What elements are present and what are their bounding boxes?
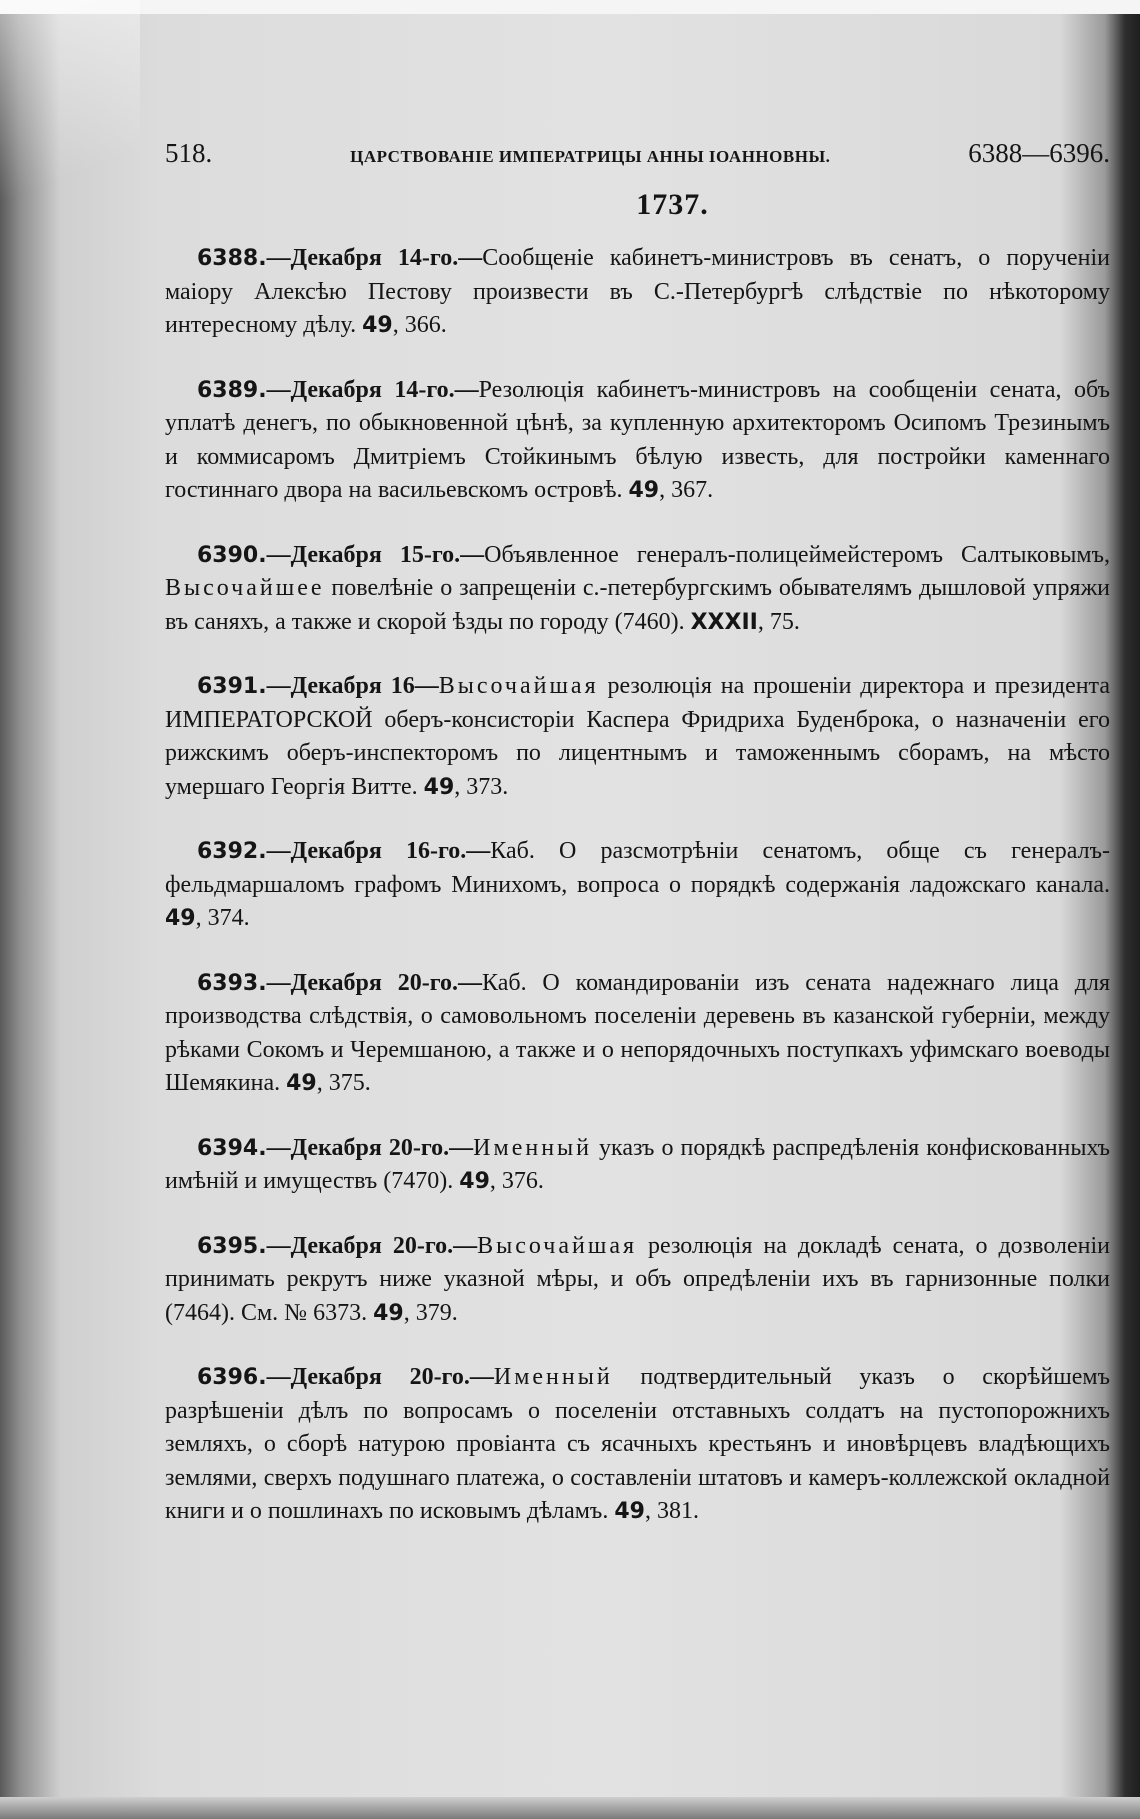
entry-number: 6388. bbox=[197, 246, 267, 271]
entry-volume: XXXII bbox=[690, 609, 758, 635]
entry-number: 6390. bbox=[197, 542, 267, 568]
entry-date: —Декабря 20-го.— bbox=[266, 1232, 478, 1259]
entry-page: , 367. bbox=[659, 477, 714, 503]
entry-date: —Декабря 14-го.— bbox=[266, 376, 479, 403]
running-title: ЦАРСТВОВАНІЕ ИМПЕРАТРИЦЫ АННЫ ІОАННОВНЫ. bbox=[350, 147, 831, 166]
entry-volume: 49 bbox=[165, 906, 196, 931]
entry-date: —Декабря 15-го.— bbox=[266, 541, 485, 568]
entry-text: указъ о порядкѣ распредѣленія конфискованныхъ имѣній и имуществъ (7470). bbox=[165, 1134, 1111, 1194]
entry-number: 6396. bbox=[197, 1365, 267, 1390]
running-head bbox=[165, 138, 1110, 178]
book-page bbox=[165, 138, 1110, 1560]
entry-number: 6389. bbox=[197, 377, 267, 403]
entry-page: , 366. bbox=[392, 312, 447, 338]
entry-text: Сообщеніе кабинетъ-министровъ въ сенатъ, о порученіи маіору Алексѣю Пестову произвести въ С.-Петербургѣ слѣдствіе по нѣкоторому интересному дѣлу. bbox=[165, 245, 1111, 338]
entry-text: Каб. О командированіи изъ сената надежнаго лица для производства слѣдствія, о самовольномъ поселеніи деревень въ казанской губерніи, между рѣками Сокомъ и Черемшаною, а также и о непорядочныхъ поступкахъ уфимскаго воеводы Шемякина. bbox=[165, 969, 1110, 1096]
entry-6394 bbox=[165, 1132, 1110, 1199]
entry-text: резолюція на докладѣ сената, о дозволеніи принимать рекрутъ ниже указной мѣры, и объ опредѣленіи ихъ въ гарнизонные полки (7464). См. № 6373. bbox=[165, 1232, 1110, 1326]
entry-spaced-word: Высочайшее bbox=[165, 575, 325, 601]
entry-volume: 49 bbox=[373, 1300, 404, 1326]
entry-page: , 75. bbox=[757, 608, 800, 635]
entry-spaced-word: Высочайшая bbox=[438, 673, 599, 699]
entry-6395 bbox=[165, 1230, 1110, 1331]
entry-date: —Декабря 20-го.— bbox=[266, 969, 483, 996]
entry-6392 bbox=[165, 835, 1110, 936]
entry-number: 6394. bbox=[197, 1135, 267, 1161]
entry-range: 6388—6396. bbox=[968, 138, 1110, 168]
entry-page: , 375. bbox=[316, 1070, 371, 1096]
entry-date: —Декабря 20-го.— bbox=[266, 1364, 494, 1390]
entry-page: , 374. bbox=[195, 905, 250, 931]
page-number: 518. bbox=[165, 138, 213, 168]
scan-left-glare bbox=[0, 0, 140, 400]
entry-text-before: Объявленное генералъ-полицеймейстеромъ Салтыковымъ, bbox=[484, 541, 1110, 568]
entry-page: , 376. bbox=[489, 1168, 544, 1194]
entry-date: —Декабря 16— bbox=[266, 673, 439, 699]
entry-6389 bbox=[165, 374, 1110, 508]
year-heading: 1737. bbox=[636, 188, 709, 221]
entry-volume: 49 bbox=[286, 1071, 317, 1096]
entry-6391 bbox=[165, 670, 1110, 804]
entry-page: , 373. bbox=[454, 773, 509, 800]
entry-number: 6395. bbox=[197, 1233, 267, 1259]
entry-date: —Декабря 20-го.— bbox=[266, 1134, 474, 1161]
entry-text: подтвердительный указъ о скорѣйшемъ разрѣшеніи дѣлъ по вопросамъ о поселеніи отставныхъ солдатъ на пустопорожнихъ земляхъ, о сборѣ натурою провіанта съ ясачныхъ крестьянъ и иновѣрцевъ владѣющихъ землями, сверхъ подушнаго платежа, о составленіи штатовъ и камеръ-коллежской окладной книги и о пошлинахъ по исковымъ дѣламъ. bbox=[165, 1364, 1110, 1524]
entry-6388 bbox=[165, 242, 1110, 343]
entry-text: Каб. О разсмотрѣніи сенатомъ, обще съ генералъ-фельдмаршаломъ графомъ Минихомъ, вопроса о порядкѣ содержанія ладожскаго канала. bbox=[165, 838, 1111, 898]
entry-page: , 379. bbox=[403, 1299, 458, 1326]
entry-6396 bbox=[165, 1361, 1110, 1529]
entry-number: 6393. bbox=[197, 970, 267, 996]
entry-volume: 49 bbox=[459, 1169, 490, 1194]
entry-spaced-word: Именный bbox=[473, 1134, 592, 1161]
entry-spaced-word: Именный bbox=[493, 1364, 613, 1390]
entry-volume: 49 bbox=[628, 478, 660, 503]
entry-spaced-word: Высочайшая bbox=[477, 1232, 638, 1259]
entry-6393 bbox=[165, 967, 1110, 1101]
entry-volume: 49 bbox=[362, 313, 393, 338]
scan-bottom-edge bbox=[0, 1797, 1140, 1819]
entry-number: 6392. bbox=[197, 839, 267, 864]
entry-6390 bbox=[165, 539, 1110, 640]
entry-text: повелѣніе о запрещеніи с.-петербургскимъ обывателямъ дышловой упряжи въ саняхъ, а также и скорой ѣзды по городу (7460). bbox=[165, 575, 1110, 635]
scan-top-margin bbox=[0, 0, 1140, 14]
entry-date: —Декабря 14-го.— bbox=[266, 245, 483, 271]
entry-number: 6391. bbox=[197, 674, 267, 699]
entry-volume: 49 bbox=[423, 774, 455, 800]
entry-text: Резолюція кабинетъ-министровъ на сообщеніи сената, объ уплатѣ денегъ, по обыкновенной цѣнѣ, за купленную архитекторомъ Осипомъ Трезинымъ и коммисаромъ Дмитріемъ Стойкинымъ бѣлую известь, для постройки каменнаго гостиннаго двора на васильевскомъ островѣ. bbox=[165, 376, 1111, 503]
entry-page: , 381. bbox=[644, 1498, 699, 1524]
entry-date: —Декабря 16-го.— bbox=[266, 838, 491, 864]
entry-volume: 49 bbox=[614, 1499, 645, 1524]
entry-text: резолюція на прошеніи директора и президента ИМПЕРАТОРСКОЙ оберъ-консисторіи Каспера Фридриха Буденброка, о назначеніи его рижскимъ оберъ-инспекторомъ по лицентнымъ и таможеннымъ сборамъ, на мѣсто умершаго Георгія Витте. bbox=[165, 673, 1110, 800]
